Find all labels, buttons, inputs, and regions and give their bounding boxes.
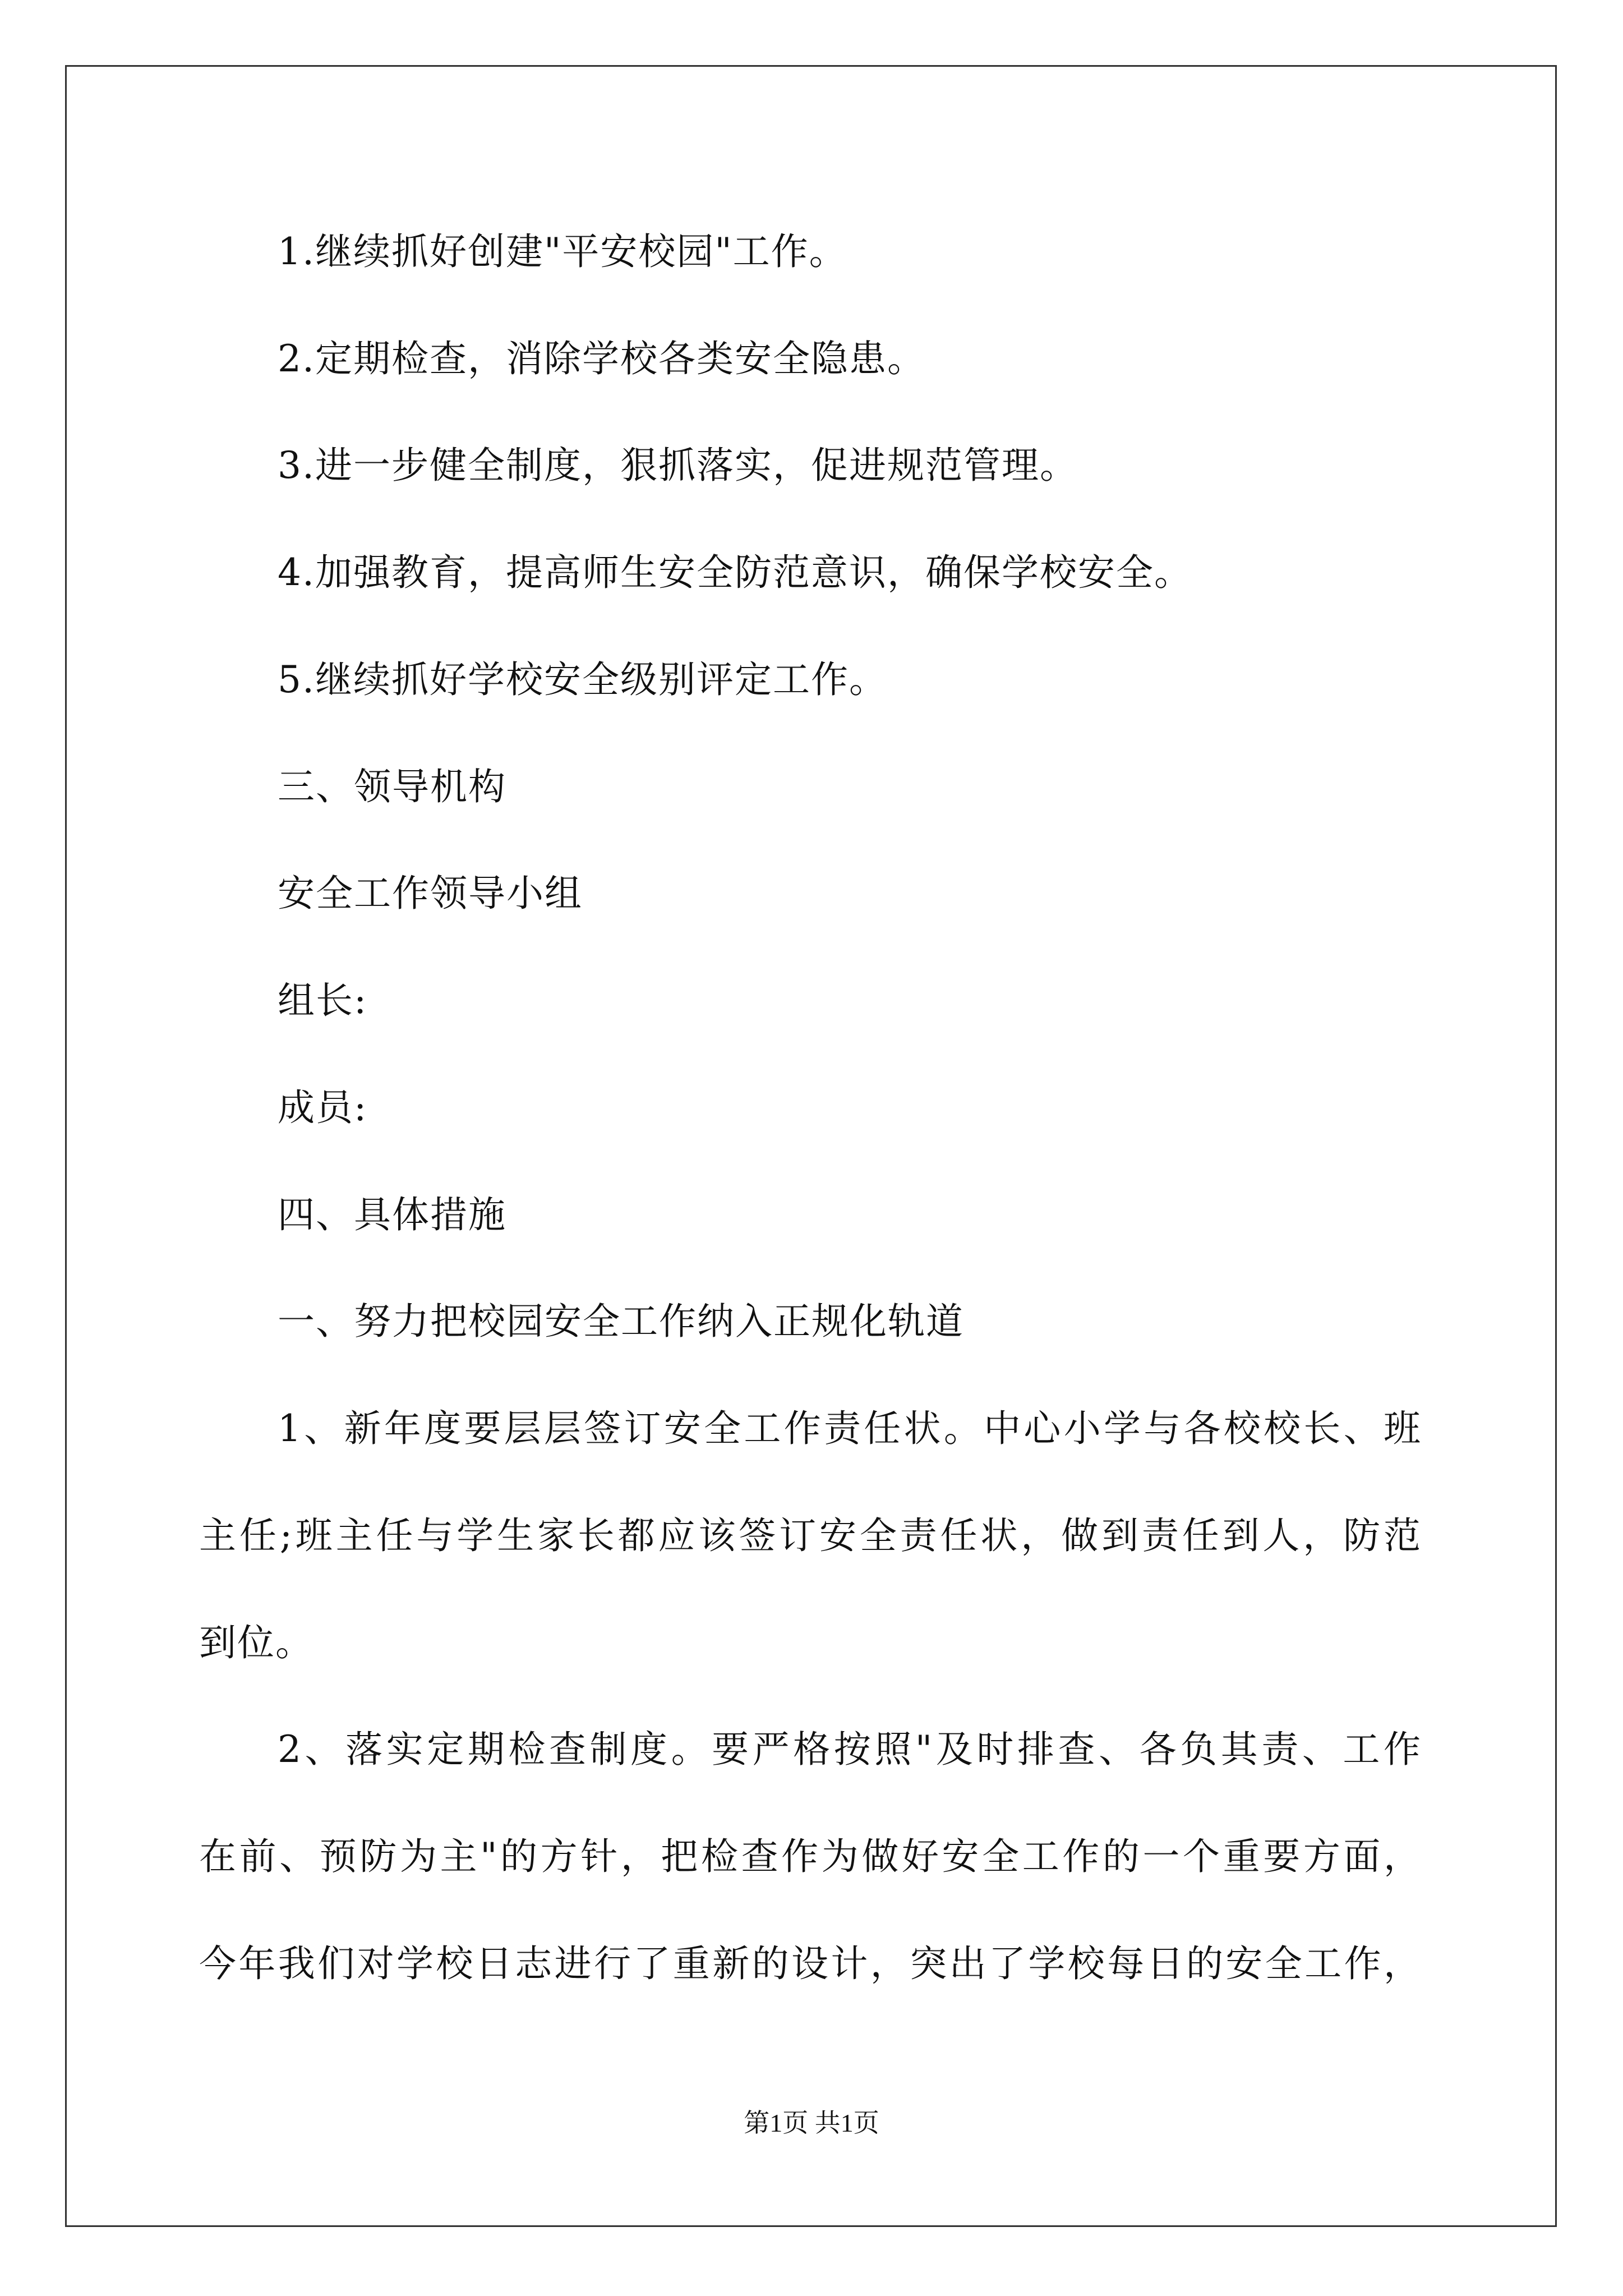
paragraph-1-line-1: 1、新年度要层层签订安全工作责任状。中心小学与各校校长、班 <box>278 1407 1422 1450</box>
section-heading-leadership: 三、领导机构 <box>278 765 506 808</box>
paragraph-2-line-2: 在前、预防为主"的方针，把检查作为做好安全工作的一个重要方面， <box>199 1835 1422 1878</box>
paragraph-1-line-2: 主任;班主任与学生家长都应该签订安全责任状，做到责任到人，防范 <box>199 1514 1422 1557</box>
item-3: 3.进一步健全制度，狠抓落实，促进规范管理。 <box>278 444 1078 487</box>
members-label: 成员: <box>278 1086 368 1129</box>
section-heading-measures: 四、具体措施 <box>278 1193 506 1236</box>
page-border <box>65 65 1557 2227</box>
item-4: 4.加强教育，提高师生安全防范意识，确保学校安全。 <box>278 551 1192 594</box>
paragraph-2-line-3: 今年我们对学校日志进行了重新的设计，突出了学校每日的安全工作， <box>199 1942 1422 1985</box>
page-footer: 第1页 共1页 <box>744 2109 879 2137</box>
item-2: 2.定期检查，消除学校各类安全隐患。 <box>278 337 925 380</box>
group-leader-label: 组长: <box>278 979 368 1022</box>
leadership-group-title: 安全工作领导小组 <box>278 872 583 915</box>
subsection-heading-1: 一、努力把校园安全工作纳入正规化轨道 <box>278 1300 964 1343</box>
paragraph-1-line-3: 到位。 <box>199 1621 313 1664</box>
item-1: 1.继续抓好创建"平安校园"工作。 <box>278 230 847 273</box>
paragraph-2-line-1: 2、落实定期检查制度。要严格按照"及时排查、各负其责、工作 <box>278 1728 1422 1771</box>
item-5: 5.继续抓好学校安全级别评定工作。 <box>278 658 887 701</box>
